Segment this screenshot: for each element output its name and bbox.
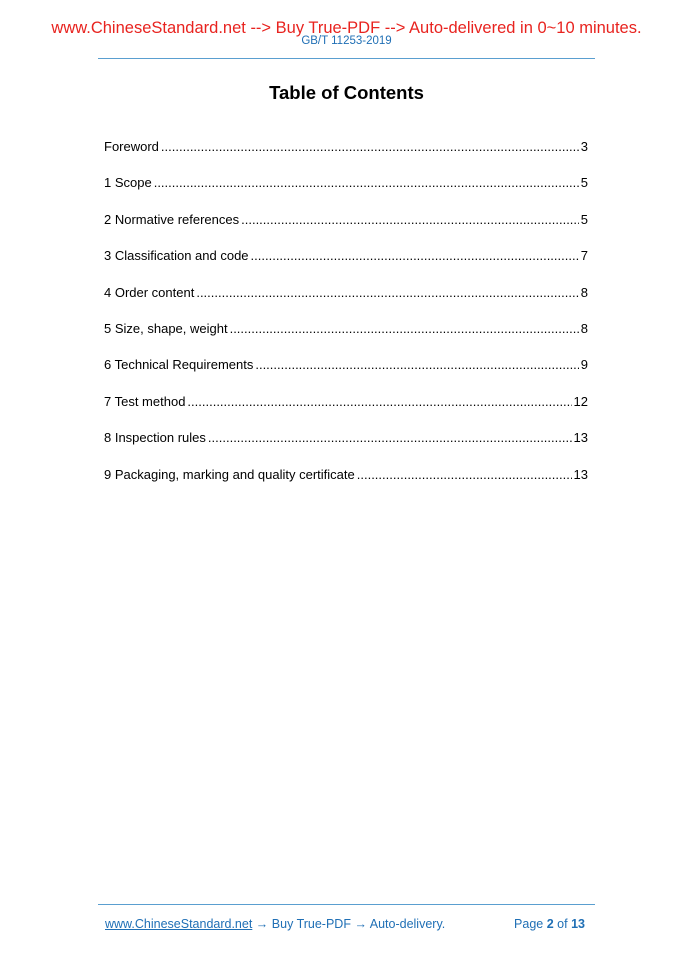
- current-page: 2: [546, 917, 554, 931]
- dot-leader: [187, 393, 571, 410]
- toc-entry-page: 9: [580, 357, 588, 373]
- toc-entry-label: Foreword: [104, 139, 159, 154]
- of-word: of: [557, 917, 568, 931]
- toc-entry-test-method[interactable]: [104, 393, 588, 429]
- dot-leader: [154, 174, 579, 191]
- toc-entry-page: 5: [580, 175, 588, 191]
- dot-leader: [255, 356, 578, 373]
- toc-entry-label: 3 Classification and code: [104, 248, 249, 264]
- toc-entry-packaging-marking[interactable]: [104, 466, 588, 502]
- footer-site-link[interactable]: www.ChineseStandard.net: [105, 917, 253, 931]
- arrow-right-icon: →: [255, 917, 269, 931]
- toc-entry-page: 8: [580, 284, 588, 300]
- toc-list: [104, 138, 588, 502]
- toc-entry-label: 2 Normative references: [104, 211, 240, 227]
- footer-buy-text: Buy True-PDF: [271, 917, 351, 931]
- header-banner[interactable]: www.ChineseStandard.net --> Buy True-PDF --> Auto-delivered in 0~10 minutes.: [51, 19, 642, 37]
- toc-entry-normative-references[interactable]: [104, 211, 588, 247]
- footer-promo: [105, 916, 445, 932]
- page-number: [514, 916, 585, 932]
- toc-entry-page: 13: [573, 466, 588, 482]
- total-pages: 13: [571, 917, 585, 931]
- dot-leader: [208, 429, 572, 446]
- toc-entry-label: 5 Size, shape, weight: [104, 320, 228, 336]
- dot-leader: [230, 320, 579, 337]
- header-divider: [98, 58, 595, 59]
- toc-entry-label: 7 Test method: [104, 393, 186, 409]
- page-footer: [105, 916, 585, 932]
- toc-entry-page: 13: [573, 430, 588, 446]
- toc-title: Table of Contents: [269, 82, 424, 103]
- page-word: Page: [514, 917, 544, 931]
- document-code: GB/T 11253-2019: [301, 35, 392, 47]
- footer-auto-text: Auto-delivery.: [369, 917, 446, 931]
- toc-entry-page: 7: [580, 248, 588, 264]
- footer-divider: [98, 904, 595, 905]
- toc-entry-size-shape-weight[interactable]: [104, 320, 588, 356]
- dot-leader: [241, 211, 579, 228]
- toc-entry-page: 3: [580, 139, 588, 154]
- toc-entry-page: 8: [580, 320, 588, 336]
- arrow-right-icon: →: [354, 917, 367, 931]
- dot-leader: [196, 284, 578, 301]
- toc-entry-page: 12: [573, 393, 588, 409]
- toc-entry-page: 5: [580, 211, 588, 227]
- toc-entry-classification-and-code[interactable]: [104, 247, 588, 283]
- toc-entry-inspection-rules[interactable]: [104, 429, 588, 465]
- toc-entry-label: 8 Inspection rules: [104, 430, 206, 446]
- toc-entry-order-content[interactable]: [104, 284, 588, 320]
- dot-leader: [161, 138, 579, 155]
- toc-entry-label: 9 Packaging, marking and quality certificate: [104, 466, 355, 482]
- toc-entry-technical-requirements[interactable]: [104, 356, 588, 392]
- toc-entry-label: 6 Technical Requirements: [104, 357, 254, 373]
- toc-entry-scope[interactable]: [104, 174, 588, 210]
- toc-entry-label: 1 Scope: [104, 175, 152, 191]
- toc-entry-foreword[interactable]: [104, 138, 588, 174]
- dot-leader: [251, 247, 579, 264]
- toc-entry-label: 4 Order content: [104, 284, 195, 300]
- dot-leader: [357, 466, 572, 483]
